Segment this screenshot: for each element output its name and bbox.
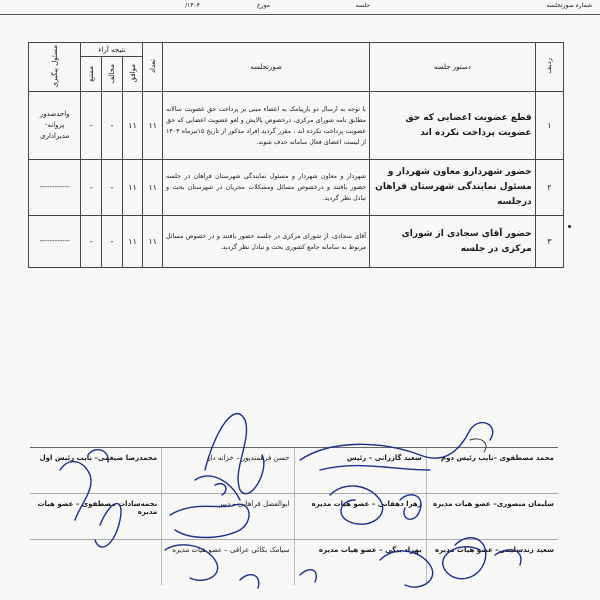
- signature-row: [30, 448, 558, 494]
- table-row: [29, 160, 564, 216]
- signatory-name: محمدرضا ضیغمی– نایب رئیس اول: [39, 454, 158, 462]
- row-number: ۳: [535, 216, 563, 268]
- header-agenda: دستور جلسه: [370, 43, 536, 92]
- header-follow-up: مسئول پیگیری: [29, 43, 81, 92]
- header-agree: موافق: [122, 57, 143, 92]
- signatory-name: حسن فرهمندپور – خزانه دار: [161, 448, 293, 493]
- signatory-name: سعید گازرانی – رئیس: [294, 448, 426, 493]
- signatory-name: ابوالفضل فراهانی – دبیر: [161, 494, 293, 539]
- member-count: ۱۱: [143, 216, 163, 268]
- votes-oppose: -: [102, 160, 123, 216]
- header-minutes: صورتجلسه: [163, 43, 370, 92]
- follow-up-owner: واحدصدور پروانه- مدیراداری: [29, 92, 81, 160]
- votes-agree: ۱۱: [122, 160, 143, 216]
- signatory-name: سعید زندسلیمی– عضو هیات مدیره: [426, 540, 558, 585]
- follow-up-owner: ------------: [29, 216, 81, 268]
- minutes-table: [28, 42, 564, 268]
- votes-abstain: -: [81, 160, 102, 216]
- header-fragment: ۱۴۰۴/: [185, 2, 200, 9]
- signatory-name: زهرا دهقانی – عضو هیات مدیره: [294, 494, 426, 539]
- signatory-name: نجمه‌سادات مصطفوی – عضو هیات مدیره: [37, 500, 158, 516]
- agenda-item: حضور شهردارو معاون شهردار و مسئول نمایندگی شهرستان فراهان درجلسه: [370, 160, 536, 216]
- votes-abstain: -: [81, 216, 102, 268]
- table-row: [29, 216, 564, 268]
- votes-oppose: -: [102, 216, 123, 268]
- header-row-number: ردیف: [535, 43, 563, 92]
- votes-abstain: -: [81, 92, 102, 160]
- follow-up-owner: ------------: [29, 160, 81, 216]
- header-fragment: جلسه: [355, 2, 370, 9]
- votes-oppose: -: [102, 92, 123, 160]
- signatory-name: محمد مصطفوی –نایب رئیس دوم: [426, 448, 558, 493]
- stray-dot: [568, 225, 571, 228]
- minutes-text: با توجه به ارسال دو بارپیامک به اعضاء مبنی بر پرداخت حق عضویت سالانه مطابق نامه شورای مرکزی، درخصوص پالایش و لغو عضویت اعضایی که حق عضویت پرداخت نکرده اند ، مقرر گردید افراد مذکور از تاریخ ۱۵تیرماه ۱۴۰۴ از لیست اعضای فعال سامانه حذف شوند.: [163, 92, 370, 160]
- row-number: ۲: [535, 160, 563, 216]
- member-count: ۱۱: [143, 92, 163, 160]
- header-fragment: شماره صورتجلسه: [546, 2, 592, 9]
- header-oppose: مخالف: [102, 57, 123, 92]
- agenda-item: حضور آقای سجادی از شورای مرکزی در جلسه: [370, 216, 536, 268]
- signature-row: [30, 540, 558, 585]
- signatory-name: [30, 540, 161, 585]
- votes-agree: ۱۱: [122, 92, 143, 160]
- signatory-name: سلیمان منصوری– عضو هیات مدیره: [426, 494, 558, 539]
- member-count: ۱۱: [143, 160, 163, 216]
- signature-row: [30, 494, 558, 540]
- header-count: تعداد: [143, 43, 163, 92]
- header-fragment: مورخ: [256, 2, 270, 9]
- agenda-item: قطع عضویت اعضایی که حق عضویت پرداخت نکرده اند: [370, 92, 536, 160]
- header-strip: [0, 0, 600, 15]
- minutes-text: شهردار و معاون شهردار و مسئول نمایندگی شهرستان فراهان در جلسه حضور یافتند و درخصوص مسائل ومشکلات مجریان در شهرستان بحث و تبادل نظر گردید.: [163, 160, 370, 216]
- table-row: [29, 92, 564, 160]
- header-vote-result: نتیجه آراء: [81, 43, 143, 57]
- minutes-text: آقای سجادی، از شورای مرکزی در جلسه حضور یافتند و در خصوص مسائل مربوط به سامانه جامع کشوری بحث و تبادل نظر گردید.: [163, 216, 370, 268]
- votes-agree: ۱۱: [122, 216, 143, 268]
- row-number: ۱: [535, 92, 563, 160]
- signatory-name: بهزاد بیگی – عضو هیات مدیره: [294, 540, 426, 585]
- signature-block: [30, 447, 558, 585]
- signatory-name: سیامک بکائی عراقی – عضو هیات مدیره: [161, 540, 293, 585]
- header-abstain: ممتنع: [81, 57, 102, 92]
